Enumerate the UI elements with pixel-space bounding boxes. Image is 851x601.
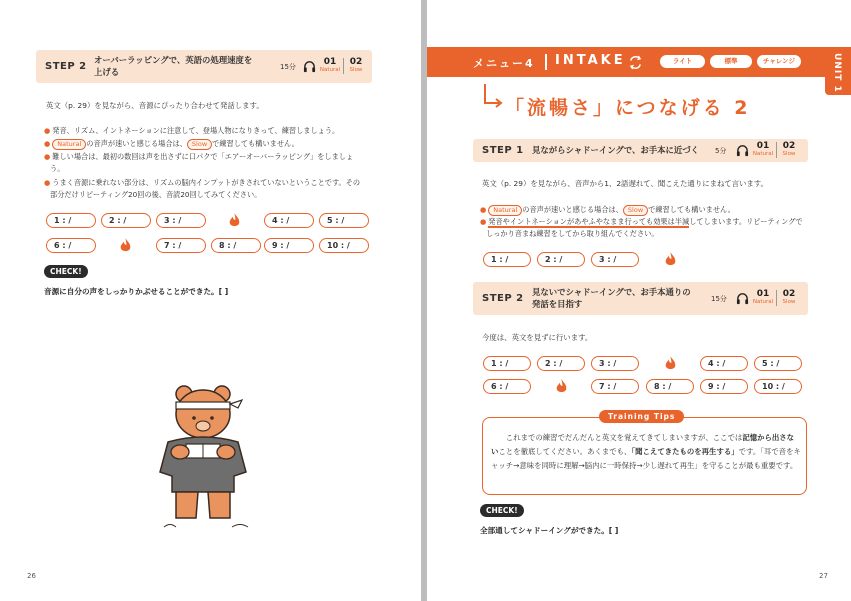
step2-check-10[interactable]: 10 : /	[754, 379, 802, 394]
bullet-1: ● 発音、リズム、イントネーションに注意して、登場人物になりきって、練習しましょう。	[44, 126, 340, 135]
step2-check-2[interactable]: 2 : /	[537, 356, 585, 371]
step2-check-4[interactable]: 4 : /	[700, 356, 748, 371]
step-title: オーバーラッピングで、英語の処理速度を 上げる	[94, 55, 253, 77]
page-number: 26	[27, 572, 36, 580]
page-title: 「流暢さ」につなげる 2	[505, 97, 751, 119]
check-box-5[interactable]: 5 : /	[319, 213, 369, 228]
flame-icon	[555, 378, 568, 395]
track-slow[interactable]: 02 Slow	[782, 141, 796, 157]
step-time: 15分	[711, 295, 727, 303]
step1-intro: 英文（p. 29）を見ながら、音声から1、2語遅れて、聞こえた通りにまねて言います。	[482, 179, 768, 188]
bear-illustration	[150, 380, 262, 530]
check-box-7[interactable]: 7 : /	[156, 238, 206, 253]
left-page	[0, 0, 421, 601]
step-title: 見ながらシャドーイングで、お手本に近づく	[532, 145, 699, 155]
bullet-3-cont: う。	[50, 164, 65, 173]
check-box-3[interactable]: 3 : /	[156, 213, 206, 228]
step2-check-7[interactable]: 7 : /	[591, 379, 639, 394]
headphones-icon	[736, 144, 749, 157]
track-natural[interactable]: 01 Natural	[752, 289, 774, 305]
check-badge: CHECK!	[44, 265, 88, 278]
check-box-2[interactable]: 2 : /	[101, 213, 151, 228]
step2-header	[36, 50, 372, 83]
slow-tag: Slow	[623, 205, 648, 216]
tips-label: Training Tips	[599, 410, 684, 423]
track-slow[interactable]: 02 Slow	[349, 57, 363, 73]
flame-icon	[664, 355, 677, 372]
step2-check-5[interactable]: 5 : /	[754, 356, 802, 371]
track-natural[interactable]: 01 Natural	[752, 141, 774, 157]
bullet-2: ● Natural の音声が速いと感じる場合は、 Slow で練習しても構いません。	[44, 139, 299, 148]
menu-header	[427, 47, 831, 77]
flame-icon	[664, 251, 677, 268]
check-statement: 音源に自分の声をしっかりかぶせることができた。[ ]	[44, 287, 229, 296]
check-box-9[interactable]: 9 : /	[264, 238, 314, 253]
step2-check-1[interactable]: 1 : /	[483, 356, 531, 371]
menu-title: メニュー4	[473, 57, 535, 70]
tab-challenge[interactable]: チャレンジ	[757, 55, 801, 68]
tab-standard[interactable]: 標準	[710, 55, 752, 68]
right-page	[427, 0, 851, 601]
step-title: 見ないでシャドーイングで、お手本通りの 発話を目指す	[532, 287, 691, 309]
menu-separator	[545, 54, 547, 70]
track-slow[interactable]: 02 Slow	[782, 289, 796, 305]
unit-tab: UNIT 1	[825, 47, 851, 95]
step2-check-3[interactable]: 3 : /	[591, 356, 639, 371]
check-box-8[interactable]: 8 : /	[211, 238, 261, 253]
step2-intro: 今度は、英文を見ずに行います。	[482, 333, 593, 342]
step1-bullet-2-cont: しっかり音まね練習をしてから取り組んでください。	[486, 229, 659, 238]
flame-icon	[228, 212, 241, 229]
check-box-6[interactable]: 6 : /	[46, 238, 96, 253]
page-number: 27	[819, 572, 828, 580]
natural-tag: Natural	[488, 205, 522, 216]
step-label: STEP 2	[45, 61, 87, 72]
arrow-icon	[482, 84, 504, 110]
track-separator	[776, 142, 777, 158]
check-box-4[interactable]: 4 : /	[264, 213, 314, 228]
tips-text: これまでの練習でだんだんと英文を覚えてきてしまいますが、ここでは記憶から出さないことを徹底してください。あくまでも、「聞こえてきたものを再生する」です。「耳で音をキャッチ→意味を同時に理解→脳内に一時保持→少し遅れて再生」を守ることが最も重要です。	[491, 433, 801, 470]
step1-check-2[interactable]: 2 : /	[537, 252, 585, 267]
step2-check-9[interactable]: 9 : /	[700, 379, 748, 394]
check-box-10[interactable]: 10 : /	[319, 238, 369, 253]
bullet-4: ● うまく音源に乗れない部分は、リズムの脳内インプットがきされていないということです。その	[44, 178, 361, 187]
cycle-icon	[628, 55, 643, 70]
slow-tag: Slow	[187, 139, 212, 150]
step-label: STEP 1	[482, 145, 524, 156]
headphones-icon	[303, 60, 316, 73]
track-natural[interactable]: 01 Natural	[319, 57, 341, 73]
step1-bullet-1: ● Natural の音声が速いと感じる場合は、 Slow で練習しても構いません。	[480, 205, 735, 214]
tab-light[interactable]: ライト	[660, 55, 705, 68]
track-separator	[343, 58, 344, 74]
natural-tag: Natural	[52, 139, 86, 150]
step2-check-6[interactable]: 6 : /	[483, 379, 531, 394]
flame-icon	[119, 237, 132, 254]
step-time: 5分	[715, 147, 727, 155]
step1-check-1[interactable]: 1 : /	[483, 252, 531, 267]
check-statement: 全部通してシャドーイングができた。[ ]	[480, 526, 619, 535]
step-label: STEP 2	[482, 293, 524, 304]
training-tips	[482, 412, 807, 495]
step1-bullet-2: ● 発音やイントネーションがあやふやなまま行っても効果は半減してしまいます。リピーティングで	[480, 217, 803, 226]
underlined-warning: 発音やイントネーションがあやふやなまま行っても効果は半減	[488, 217, 690, 226]
intake-label: INTAKE	[555, 53, 626, 68]
step1-check-3[interactable]: 3 : /	[591, 252, 639, 267]
step2-check-8[interactable]: 8 : /	[646, 379, 694, 394]
bullet-4-cont: 部分だけリピーティング20回の後、音読20回してみてください。	[50, 190, 262, 199]
step2-header	[473, 282, 808, 315]
check-box-1[interactable]: 1 : /	[46, 213, 96, 228]
step-time: 15分	[280, 63, 296, 71]
bullet-3: ● 難しい場合は、最初の数回は声を出さずに口パクで「エアーオーバーラッピング」をしましょ	[44, 152, 354, 161]
step2-intro: 英文（p. 29）を見ながら、音源にぴったり合わせて発話します。	[46, 101, 264, 110]
step1-header	[473, 139, 808, 162]
track-separator	[776, 290, 777, 306]
headphones-icon	[736, 292, 749, 305]
check-badge: CHECK!	[480, 504, 524, 517]
